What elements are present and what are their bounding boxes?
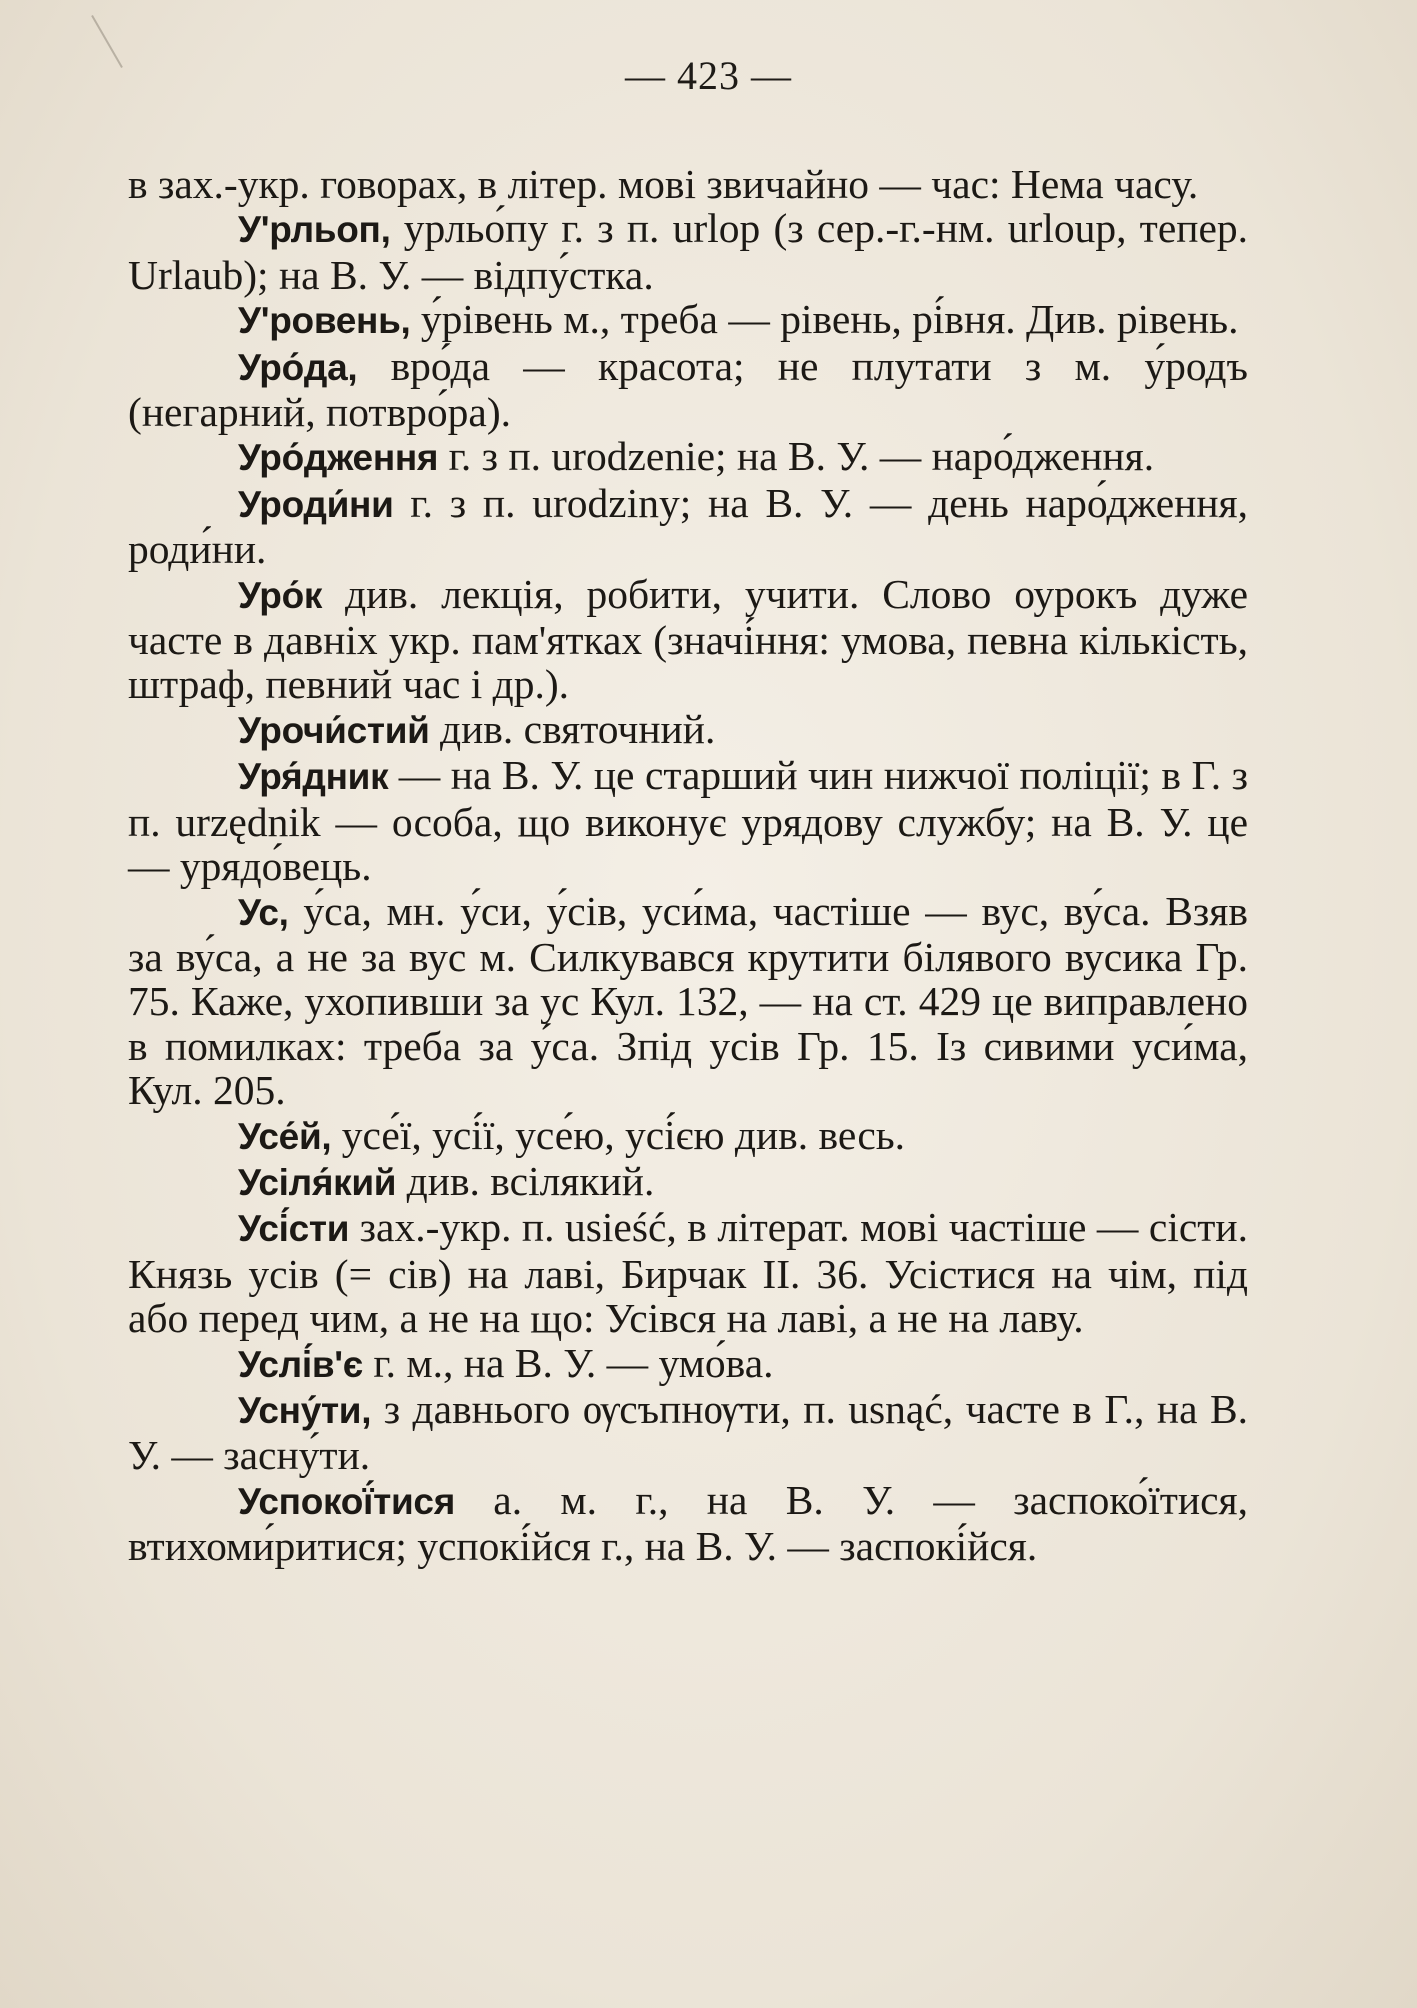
dictionary-entry: [128, 1478, 1248, 1569]
dictionary-entry: [128, 753, 1248, 888]
entry-text: вро́да — красота; не плутати з м. у́родъ (негарний, потвро́ра).: [128, 342, 1248, 436]
entry-text: у́са, мн. у́си, у́сів, уси́ма, частіше — вус, ву́са. Взяв за ву́са, а не за вус м. Силкувався крутити білявого вусика Гр. 75. Каже, ухопивши за ус Кул. 132, — на ст. 429 це виправлено в помилках: треба за у́са. Зпід усів Гр. 15. Із сивими уси́ма, Кул. 205.: [128, 887, 1248, 1114]
entry-text: в зах.-укр. говорах, в літер. мові звичайно — час: Нема часу.: [128, 161, 1199, 207]
entry-text: г. з п. urodzenie; на В. У. — наро́дження.: [438, 433, 1155, 480]
entry-headword: Услі́в'є: [238, 1343, 363, 1385]
entry-text: г. з п. urodziny; на В. У. — день наро́дження, роди́ни.: [128, 479, 1248, 573]
entry-text: див. всілякий.: [396, 1157, 655, 1204]
entry-headword: Усі́сти: [238, 1208, 350, 1250]
entry-text: див. святочний.: [429, 705, 716, 752]
dictionary-entry: [128, 344, 1248, 435]
page-number: — 423 —: [625, 53, 792, 98]
dictionary-entry: [128, 1205, 1248, 1340]
entry-headword: Урочи́стий: [238, 709, 430, 751]
dictionary-entry: [128, 1341, 1248, 1387]
entry-headword: Уроди́ни: [238, 483, 394, 525]
entry-headword: Уря́дник: [238, 756, 389, 798]
entry-text: — на В. У. це старший чин нижчої поліції; в Г. з п. urzędnik — особа, що виконує урядову службу; на В. У. це — урядо́вець.: [128, 752, 1248, 890]
entry-text: усе́ї, усі́ї, усе́ю, усі́єю див. весь.: [331, 1111, 906, 1158]
entry-headword: Успокої́тися: [238, 1480, 455, 1522]
entry-text: урльо́пу г. з п. urlop (з сер.-г.-нм. urloup, тепер. Urlaub); на В. У. — відпу́стка.: [128, 205, 1248, 298]
entry-headword: Уро́да,: [238, 346, 358, 388]
dictionary-entry: [128, 481, 1248, 572]
dictionary-entry: [128, 1113, 1248, 1159]
entry-headword: Ус,: [238, 891, 289, 933]
dictionary-entry: [128, 206, 1248, 297]
dictionary-entry: [128, 1159, 1248, 1205]
entry-headword: Усе́й,: [238, 1115, 332, 1157]
entry-headword: У'ровень,: [238, 300, 411, 342]
dictionary-entry: [128, 297, 1248, 343]
dictionary-text: [128, 162, 1248, 1569]
dictionary-entry: [128, 1387, 1248, 1478]
entry-headword: У'рльоп,: [238, 209, 391, 251]
entry-text: г. м., на В. У. — умо́ва.: [362, 1339, 774, 1386]
dictionary-entry: [128, 434, 1248, 480]
entry-headword: Усну́ти,: [238, 1389, 372, 1431]
entry-text: зах.-укр. п. usieść, в літерат. мові частіше — сісти. Князь усів (= сів) на лаві, Бирчак II. 36. Усістися на чім, під або перед чим, а не на що: Усівся на лаві, а не на лаву.: [128, 1204, 1248, 1342]
entry-text: див. лекція, робити, учити. Слово оурокъ дуже часте в давніх укр. пам'ятках (значі́ння: умова, певна кількість, штраф, певний час і др.).: [128, 570, 1248, 708]
paragraph-continuation: [128, 162, 1248, 206]
dictionary-entry: [128, 572, 1248, 707]
entry-text: а. м. г., на В. У. — заспоко́їтися, втихоми́ритися; успокі́йся г., на В. У. — заспокі́йся.: [128, 1476, 1248, 1570]
entry-headword: Уро́к: [238, 574, 323, 616]
dictionary-entry: [128, 889, 1248, 1113]
dictionary-entry: [128, 707, 1248, 753]
entry-headword: Уро́дження: [238, 437, 439, 479]
entry-headword: Усіля́кий: [238, 1161, 397, 1203]
entry-text: у́рівень м., треба — рівень, рі́вня. Див. рівень.: [410, 296, 1239, 343]
entry-text: з давнього ѹсъпнѹти, п. usnąć, часте в Г., на В. У. — засну́ти.: [128, 1385, 1248, 1479]
